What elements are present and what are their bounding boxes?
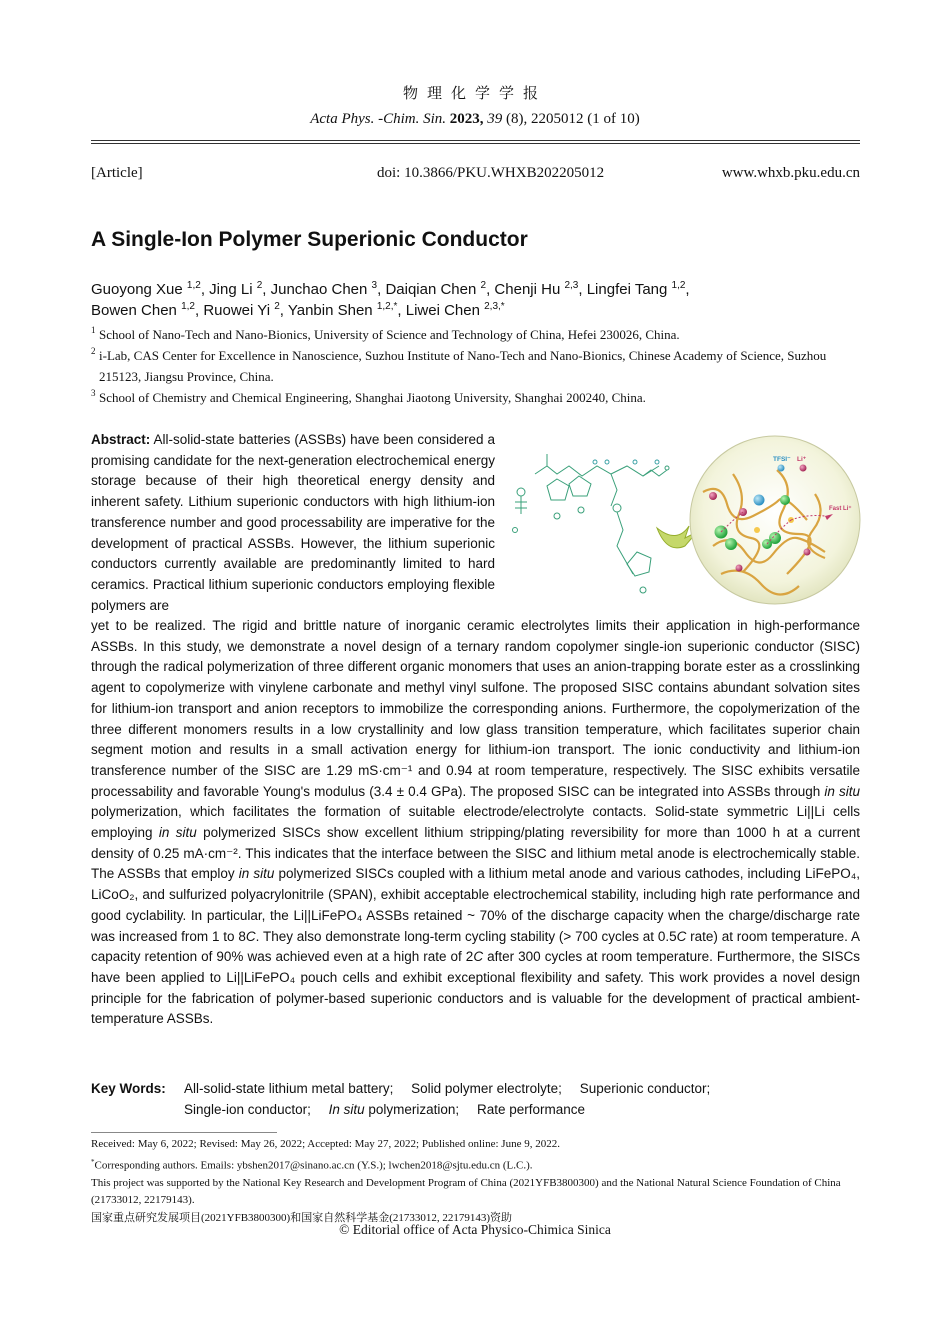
keywords-label: Key Words:: [91, 1081, 166, 1096]
boron-site-ball: [800, 465, 807, 472]
keyword: Superionic conductor;: [579, 1081, 711, 1096]
author-affiliation: 1,2,*: [376, 301, 398, 312]
c-rate-unit: C: [245, 928, 256, 944]
article-type: [Article]: [91, 165, 143, 181]
fast-li-label: Fast Li⁺: [829, 506, 852, 512]
boron-site-ball: [736, 565, 743, 572]
c-rate-unit: C: [473, 949, 484, 965]
keyword: Solid polymer electrolyte;: [411, 1081, 562, 1096]
affiliation-list: [91, 324, 861, 408]
affiliation-number: 3: [91, 388, 96, 398]
li-ion-ball: [780, 495, 790, 505]
author-affiliation: 3: [371, 280, 378, 291]
doi-link[interactable]: doi: 10.3866/PKU.WHXB202205012: [377, 165, 605, 181]
article-title: A Single-Ion Polymer Superionic Conductor: [91, 228, 528, 251]
funding-english: This project was supported by the National Key Research and Development Program of China (2021YFB3800300) and the National Natural Science Foundation of China (21733012, 22179143).: [91, 1176, 841, 1207]
author: Chenji Hu: [494, 281, 561, 298]
affiliation-number: 2: [91, 346, 96, 356]
funding-chinese: 国家重点研究发展项目(2021YFB3800300)和国家自然科学基金(21733012, 22179143)资助: [91, 1212, 513, 1225]
corresponding-mark: *: [91, 1157, 95, 1166]
journal-volume: 39: [487, 111, 503, 127]
abstract-text: . They also demonstrate long-term cycling stability (> 700 cycles at 0.5: [255, 928, 677, 944]
affiliation-text: School of Chemistry and Chemical Engineering, Shanghai Jiaotong University, Shanghai 200240, China.: [99, 390, 646, 405]
author: Liwei Chen: [405, 302, 480, 319]
author-affiliation: 1,2: [186, 280, 201, 291]
li-ion-ball: [725, 538, 737, 550]
author-affiliation: 2: [256, 280, 263, 291]
author: Bowen Chen: [91, 302, 177, 319]
author-affiliation: 2: [274, 301, 280, 312]
header-rule: [91, 140, 860, 141]
in-situ-term: in situ: [824, 783, 860, 799]
keyword-italic: In situ: [328, 1102, 365, 1117]
li-label: Li⁺: [797, 456, 807, 463]
affiliation-text: i-Lab, CAS Center for Excellence in Nanoscience, Suzhou Institute of Nano-Tech and Nano-Bionics, Chinese Academy of Science, Suzhou 215123, Jiangsu Province, China.: [99, 348, 827, 384]
keyword: Rate performance: [476, 1102, 586, 1117]
journal-website-link[interactable]: www.whxb.pku.edu.cn: [721, 165, 860, 181]
author: Guoyong Xue: [91, 281, 183, 298]
tfsi-anion-ball: [754, 495, 765, 506]
journal-abbrev: Acta Phys. -Chim. Sin.: [310, 111, 447, 127]
author-affiliation: 2,3,*: [484, 301, 505, 312]
author: Yanbin Shen: [287, 302, 373, 319]
abstract-text: All-solid-state batteries (ASSBs) have been considered a promising candidate for the next-generation electrochemical energy storage because of their high theoretical energy density and inherent safety. Lithium superionic conductors with high lithium-ion transference number and good processability are imperative for the development of practical ASSBs. However, the lithium superionic conductors currently available are predominantly limited to hard ceramics. Practical lithium superionic conductors employing flexible polymers are: [91, 432, 495, 613]
corresponding-authors: [91, 1154, 861, 1175]
affiliation-number: 1: [91, 325, 96, 335]
header-rule-secondary: [91, 143, 860, 144]
author: Daiqian Chen: [385, 281, 477, 298]
tfsi-anion-ball: [778, 465, 785, 472]
abstract-text: after 300 cycles at room temperature. Furthermore, the SISCs have been applied to Li||LiFePO₄ pouch cells and exhibit exceptional flexibility and safety. This work provides a novel design principle for the fabrication of polymer-based superionic conductors and is valuable for the development of practical ambient-temperature ASSBs.: [91, 949, 860, 1027]
journal-chinese-title: 物理化学学报: [402, 86, 547, 102]
affiliation: [91, 324, 861, 345]
tfsi-label: TFSI⁻: [773, 456, 791, 463]
author: Jing Li: [209, 281, 253, 298]
keyword: polymerization;: [368, 1102, 460, 1117]
keyword: Single-ion conductor;: [184, 1102, 311, 1117]
keyword: All-solid-state lithium metal battery;: [184, 1081, 394, 1096]
affiliation-text: School of Nano-Tech and Nano-Bionics, University of Science and Technology of China, Hefei 230026, China.: [99, 327, 680, 342]
author-list: Guoyong Xue $^{1,2}$, Jing Li $^2$, Junchao Chen $^3$, Daiqian Chen $^2$, Chenji Hu $^{2,3}$, Lingfei Tang $^{1,2}$, Bowen Chen $^{1,2}$, Ruowei Yi $^2$, Yanbin Shen $^{1,2,*}$, Liwei Chen $^{2,3,*}$: [91, 280, 690, 319]
journal-citation: [0, 111, 950, 128]
affiliation: [91, 345, 861, 387]
c-rate-unit: C: [676, 928, 687, 944]
toc-graphic: [507, 434, 863, 612]
author-affiliation: 1,2: [181, 301, 195, 312]
journal-issue-pages: (8), 2205012 (1 of 10): [506, 111, 640, 127]
footnotes: [91, 1136, 861, 1228]
abstract-text: rate) at room temperature. A capacity retention of 90% was achieved even at a high rate of 2: [91, 928, 860, 965]
affiliation: [91, 387, 861, 408]
abstract-continued: [91, 616, 860, 1030]
author-affiliation: 2,3: [564, 280, 579, 291]
author: Lingfei Tang: [586, 281, 668, 298]
hexagon-motif: [593, 460, 659, 464]
abstract-column: [91, 430, 495, 616]
keywords-block: [91, 1078, 860, 1120]
author: Ruowei Yi: [203, 302, 271, 319]
abstract-text: polymerized SISCs coupled with a lithium metal anode and various cathodes, including LiFePO₄, LiCoO₂, and sulfurized polyacrylonitrile (SPAN), exhibit acceptable electrochemical stability, including high rate performance and good cyclability. In particular, the Li||LiFePO₄ ASSBs retained ~ 70% of the discharge capacity when the charge/discharge rate was increased from 1 to 8: [91, 866, 860, 944]
abstract-text: polymerized SISCs show excellent lithium stripping/plating reversibility for more than 1000 h at a current density of 0.25 mA·cm⁻². This indicates that the interface between the SISC and lithium metal anode is electrochemically stable. The ASSBs that employ: [91, 825, 860, 882]
molecule-structure: [513, 454, 670, 593]
oxygen-site-ball: [754, 527, 760, 533]
abstract-text: polymerization, which facilitates the formation of suitable electrode/electrolyte contacts. Solid-state symmetric Li||Li cells employing: [91, 804, 860, 841]
in-situ-term: in situ: [158, 825, 197, 841]
footnote-rule: [91, 1132, 277, 1133]
author: Junchao Chen: [270, 281, 368, 298]
in-situ-term: in situ: [238, 866, 275, 882]
received-dates: Received: May 6, 2022; Revised: May 26, 2022; Accepted: May 27, 2022; Published online: June 9, 2022.: [91, 1138, 560, 1150]
abstract-label: Abstract:: [91, 432, 151, 447]
abstract-text: yet to be realized. The rigid and brittle nature of inorganic ceramic electrolytes limits their application in high-performance ASSBs. In this study, we demonstrate a novel design of a ternary random copolymer single-ion superionic conductor (SISC) through the radical polymerization of three different organic monomers that uses an anion-trapping borate ester as a crosslinking agent to copolymerize with vinylene carbonate and methyl vinyl sulfone. The proposed SISC contains abundant solvation sites for lithium-ion transport and anion receptors to immobilize the corresponding anions. Furthermore, the copolymerization of the three different monomers results in a low crystallinity and low glass transition temperature, which facilitates superior chain segment motion and results in a small activation energy for lithium-ion transport. The ionic conductivity and lithium-ion transference number of the SISC are 1.29 mS·cm⁻¹ and 0.94 at room temperature, respectively. The SISC exhibits versatile processability and favorable Young's modulus (3.4 ± 0.4 GPa). The proposed SISC can be integrated into ASSBs through: [91, 618, 860, 799]
author-affiliation: 1,2: [671, 280, 686, 291]
journal-year: 2023,: [449, 111, 484, 127]
boron-site-ball: [804, 549, 811, 556]
author-affiliation: 2: [480, 280, 487, 291]
copyright-notice: © Editorial office of Acta Physico-Chimica Sinica: [339, 1222, 611, 1237]
corresponding-text: Corresponding authors. Emails: ybshen2017@sinano.ac.cn (Y.S.); lwchen2018@sjtu.edu.cn (L.C.).: [94, 1159, 533, 1172]
keywords-list: [184, 1078, 860, 1120]
boron-site-ball: [709, 492, 717, 500]
